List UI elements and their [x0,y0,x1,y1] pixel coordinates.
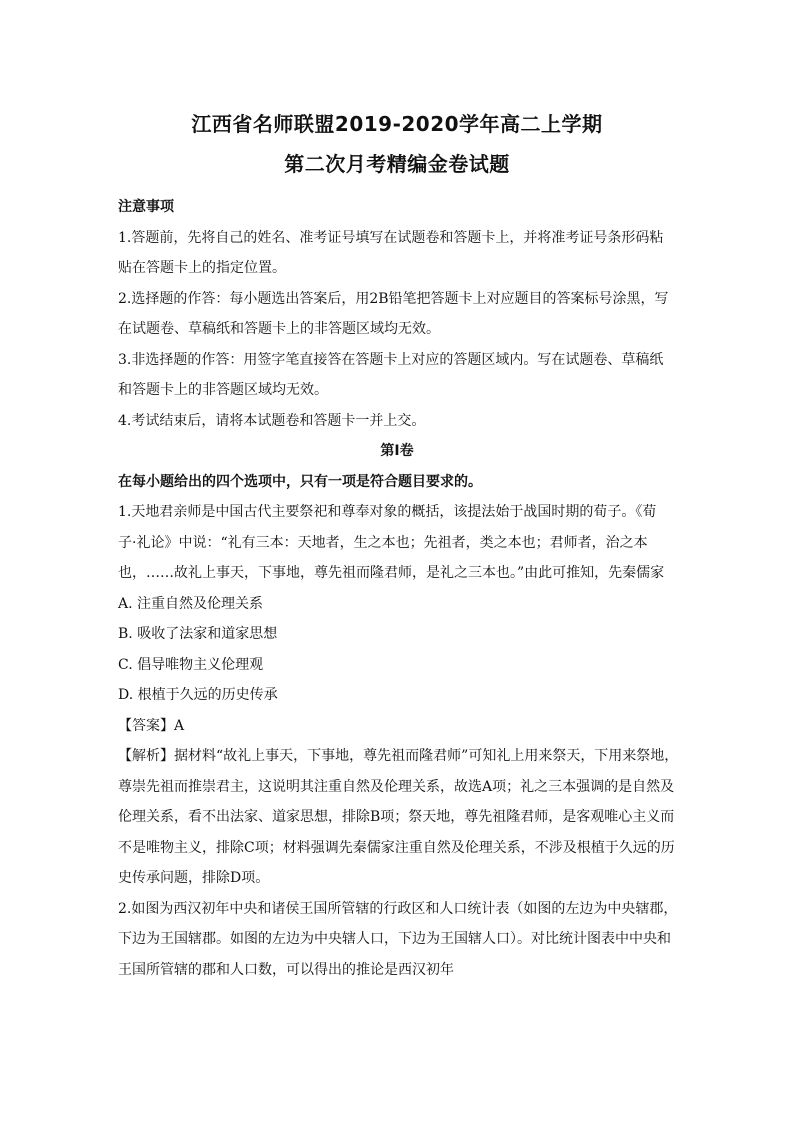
q1-analysis-line-4: 不是唯物主义，排除C项；材料强调先秦儒家注重自然及伦理关系，不涉及根植于久远的历 [118,839,675,856]
q1-option-d: D. 根植于久远的历史传承 [118,687,278,703]
q1-stem-line-1: 1.天地君亲师是中国古代主要祭祀和尊奉对象的概括，该提法始于战国时期的荀子。《荀 [118,504,657,520]
exam-title-line2: 第二次月考精编金卷试题 [284,152,510,176]
notice-item-1-line-1: 1.答题前，先将自己的姓名、准考证号填写在试题卷和答题卡上，并将准考证号条形码粘 [118,229,664,246]
q1-stem-line-3: 也，……故礼上事天，下事地，尊先祖而隆君师，是礼之三本也。”由此可推知，先秦儒家 [118,565,665,581]
q1-analysis-line-1: 【解析】据材料“故礼上事天，下事地，尊先祖而隆君师”可知礼上用来祭天，下用来祭地， [118,748,679,764]
notice-item-4-line-1: 4.考试结束后，请将本试题卷和答题卡一并上交。 [118,412,426,429]
q1-option-b: B. 吸收了法家和道家思想 [118,626,278,642]
question-2 [118,894,676,986]
exam-title-line1: 江西省名师联盟2019-2020学年高二上学期 [191,112,603,136]
notice-item-1-line-2: 贴在答题卡上的指定位置。 [118,260,286,276]
q1-option-a: A. 注重自然及伦理关系 [118,595,264,612]
notice-item-2-line-1: 2.选择题的作答：每小题选出答案后，用2B铅笔把答题卡上对应题目的答案标号涂黑，写 [118,290,669,307]
notice-item-2-line-2: 在试题卷、草稿纸和答题卡上的非答题区域均无效。 [118,321,440,337]
notice-block [118,192,676,436]
q1-analysis-line-5: 史传承问题，排除D项。 [118,870,270,886]
section-instruction: 在每小题给出的四个选项中，只有一项是符合题目要求的。 [118,473,482,490]
section-title: 第Ⅰ卷 [380,443,414,459]
q1-analysis-line-3: 伦理关系，看不出法家、道家思想，排除B项；祭天地，尊先祖隆君师，是客观唯心主义而 [118,809,675,825]
q1-option-c: C. 倡导唯物主义伦理观 [118,656,264,673]
notice-heading: 注意事项 [118,199,174,215]
notice-item-3-line-2: 和答题卡上的非答题区域均无效。 [118,382,328,398]
q1-answer: 【答案】A [118,717,185,734]
question-1 [118,497,679,894]
q2-stem-line-2: 下边为王国辖郡。如图的左边为中央辖人口，下边为王国辖人口）。对比统计图表中中央和 [118,931,671,947]
q2-stem-line-1: 2.如图为西汉初年中央和诸侯王国所管辖的行政区和人口统计表（如图的左边为中央辖郡， [118,900,678,917]
title-block [118,104,676,184]
q2-stem-line-3: 王国所管辖的郡和人口数，可以得出的推论是西汉初年 [118,961,454,978]
q1-analysis-line-2: 尊崇先祖而推崇君主，这说明其注重自然及伦理关系，故选A项；礼之三本强调的是自然及 [118,778,675,795]
q1-stem-line-2: 子·礼论》中说：“礼有三本：天地者，生之本也；先祖者，类之本也；君师者，治之本 [118,534,648,551]
notice-item-3-line-1: 3.非选择题的作答：用签字笔直接答在答题卡上对应的答题区域内。写在试题卷、草稿纸 [118,351,664,368]
